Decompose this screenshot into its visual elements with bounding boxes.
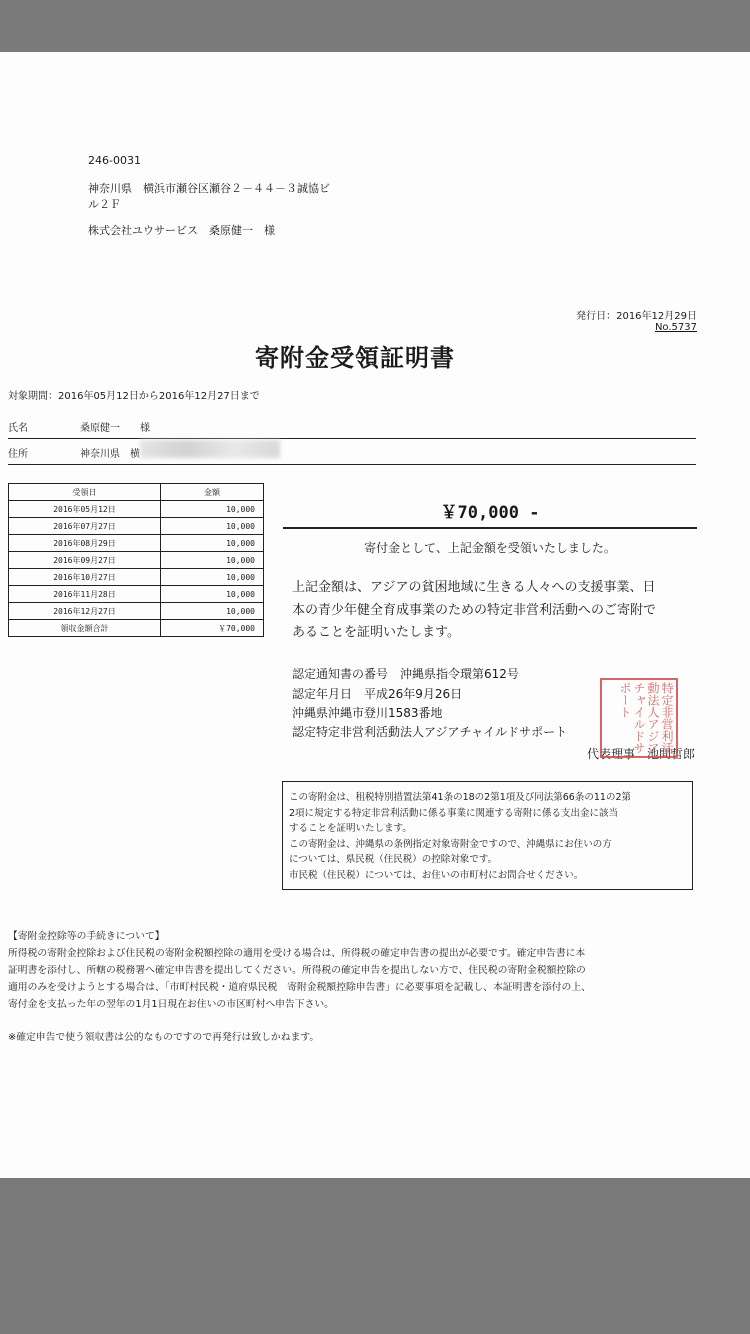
tax-note-box xyxy=(282,781,693,890)
row-date: 2016年12月27日 xyxy=(9,603,161,620)
total-amount: ￥70,000 - xyxy=(440,503,540,523)
recipient-name: 株式会社ユウサービス 桑原健一 様 xyxy=(88,224,275,237)
row-date: 2016年09月27日 xyxy=(9,552,161,569)
issue-date: 発行日：2016年12月29日 xyxy=(576,311,697,322)
row-amount: 10,000 xyxy=(160,535,263,552)
procedure-line: 適用のみを受けようとする場合は、「市町村民税・道府県民税 寄附金税額控除申告書」に必要事項を記載し、本証明書を添付の上、 xyxy=(8,982,591,993)
organization-seal: 特定非営利活動法人アジアチャイルドサポート xyxy=(600,678,678,758)
note-line: この寄附金は、租税特別措置法第41条の18の2第1項及び同法第66条の11の2第 xyxy=(289,792,631,803)
row-date: 2016年10月27日 xyxy=(9,569,161,586)
table-row xyxy=(9,586,264,603)
note-line: については、県民税（住民税）の控除対象です。 xyxy=(289,854,498,865)
purpose-line: 本の青少年健全育成事業のための特定非営利活動へのご寄附で xyxy=(292,603,657,618)
org-address: 沖縄県沖縄市登川1583番地 xyxy=(292,706,443,720)
table-row xyxy=(9,535,264,552)
note-line: 市民税（住民税）については、お住いの市町村にお問合せください。 xyxy=(289,869,584,881)
procedure-section xyxy=(8,928,591,1046)
note-line: この寄附金は、沖縄県の条例指定対象寄附金ですので、沖縄県にお住いの方 xyxy=(289,838,612,850)
column-header-amount: 金額 xyxy=(160,484,263,501)
recipient-address-line2: ル２Ｆ xyxy=(88,198,121,211)
table-row xyxy=(9,569,264,586)
postal-code: 246-0031 xyxy=(88,154,141,167)
purpose-line: あることを証明いたします。 xyxy=(292,625,460,640)
table-total-row xyxy=(9,620,264,637)
purpose-line: 上記金額は、アジアの貧困地域に生きる人々への支援事業、日 xyxy=(292,580,656,595)
cert-number: 認定通知書の番号 沖縄県指令環第612号 xyxy=(292,667,519,681)
divider xyxy=(8,464,696,465)
column-header-date: 受領日 xyxy=(9,484,161,501)
procedure-line: 証明書を添付し、所轄の税務署へ確定申告書を提出してください。所得税の確定申告を提出しない方で、住民税の寄附金税額控除の xyxy=(8,965,586,976)
divider xyxy=(8,438,696,439)
donation-table xyxy=(8,483,264,637)
table-row xyxy=(9,518,264,535)
row-amount: 10,000 xyxy=(160,501,263,518)
donor-name-value: 桑原健一 様 xyxy=(80,423,150,434)
note-line: 2項に規定する特定非営利活動に係る事業に関連する寄附に係る支出金に該当 xyxy=(289,807,619,819)
reissue-note: ※確定申告で使う領収書は公的なものですので再発行は致しかねます。 xyxy=(8,1032,320,1043)
received-text: 寄付金として、上記金額を受領いたしました。 xyxy=(364,541,616,555)
row-amount: 10,000 xyxy=(160,518,263,535)
document-page xyxy=(0,52,750,1178)
procedure-heading: 【寄附金控除等の手続きについて】 xyxy=(8,931,165,942)
document-number: No.5737 xyxy=(654,322,697,333)
recipient-address-line1: 神奈川県 横浜市瀬谷区瀬谷２－４４－３誠協ビ xyxy=(88,182,330,195)
table-header-row xyxy=(9,484,264,501)
donor-name-label: 氏名 xyxy=(8,423,28,434)
representative: 代表理事 池間哲郎 xyxy=(586,747,695,761)
donor-address-label: 住所 xyxy=(8,449,28,460)
redacted-address xyxy=(140,440,280,458)
row-amount: 10,000 xyxy=(160,569,263,586)
table-row xyxy=(9,501,264,518)
row-amount: 10,000 xyxy=(160,586,263,603)
total-value: ￥70,000 xyxy=(160,620,263,637)
amount-underline xyxy=(283,527,697,529)
row-date: 2016年05月12日 xyxy=(9,501,161,518)
document-title: 寄附金受領証明書 xyxy=(255,343,455,372)
row-amount: 10,000 xyxy=(160,552,263,569)
table-row xyxy=(9,552,264,569)
org-name: 認定特定非営利活動法人アジアチャイルドサポート xyxy=(292,725,568,739)
row-date: 2016年07月27日 xyxy=(9,518,161,535)
donor-address-value: 神奈川県 横 xyxy=(80,449,140,460)
table-row xyxy=(9,603,264,620)
row-amount: 10,000 xyxy=(160,603,263,620)
procedure-line: 所得税の寄附金控除および住民税の寄附金税額控除の適用を受ける場合は、所得税の確定申告書の提出が必要です。確定申告書に本 xyxy=(8,948,586,959)
cert-date: 認定年月日 平成26年9月26日 xyxy=(292,687,463,701)
row-date: 2016年08月29日 xyxy=(9,535,161,552)
total-label: 領収金額合計 xyxy=(9,620,161,637)
target-period: 対象期間：2016年05月12日から2016年12月27日まで xyxy=(8,391,260,402)
row-date: 2016年11月28日 xyxy=(9,586,161,603)
procedure-line: 寄付金を支払った年の翌年の1月1日現在お住いの市区町村へ申告下さい。 xyxy=(8,999,334,1010)
note-line: することを証明いたします。 xyxy=(289,823,412,834)
